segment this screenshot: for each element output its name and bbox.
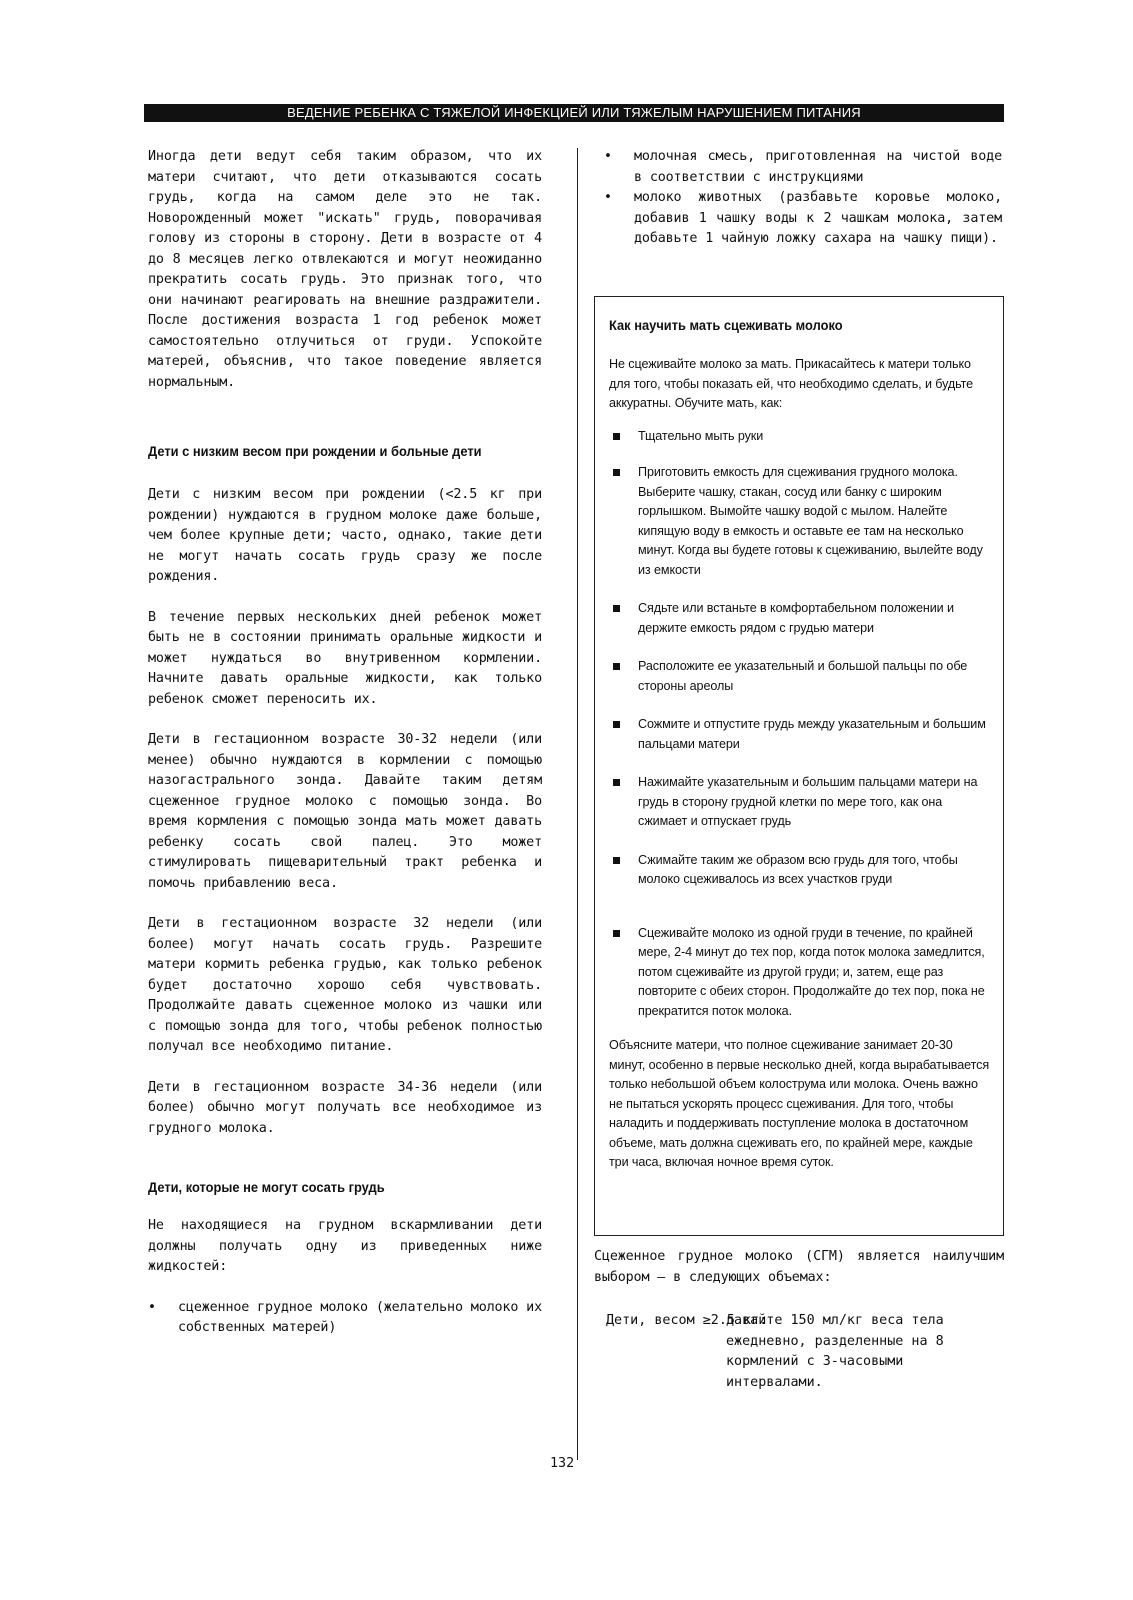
paragraph-refusal: Иногда дети ведут себя таким образом, что их матери считают, что дети отказываются сосать грудь, когда на самом деле это не так. Новорожденный может "искать" грудь, поворачивая голову из стороны в сторону. Дети в возрасте от 4 до 8 месяцев легко отвлекаются и могут неожиданно прекратить сосать грудь. Это признак того, что они начинают реагировать на внешние раздражители. После достижения возраста 1 год ребенок может самостоятельно отлучиться от груди. Успокойте матерей, объяснив, что такое поведение является нормальным. [148,149,542,390]
box-title: Как научить мать сцеживать молоко [609,317,843,333]
paragraph-32-weeks: Дети в гестационном возрасте 32 недели (или более) могут начать сосать грудь. Разрешите матери кормить ребенка грудью, как только ребенок будет достаточно хорошо себя чувствовать. Продолжайте давать сцеженное молоко из чашки или с помощью зонда для того, чтобы ребенок полностью получал все необходимо питание. [148,916,542,1054]
column-divider [577,148,578,1460]
weight-label: Дети, весом ≥2.5 кг: [606,1313,768,1328]
expression-instructions-box [594,296,1004,1236]
list-item [604,147,1002,188]
left-column [148,147,542,1339]
fluids-list-continued [604,147,1002,250]
box-step-text: Сядьте или встаньте в комфортабельном положении и держите емкость рядом с грудью матери [638,601,954,635]
right-column [604,147,1002,250]
fluids-list [148,1298,542,1339]
box-step [609,427,991,447]
box-step [609,715,991,754]
paragraph-first-days: В течение первых нескольких дней ребенок может быть не в состоянии принимать оральные жидкости и может нуждаться во внутривенном кормлении. Начните давать оральные жидкости, как только ребенок сможет переносить их. [148,609,542,707]
heading-cannot-suckle: Дети, которые не могут сосать грудь [148,1179,385,1195]
list-item-text: молочная смесь, приготовленная на чистой воде в соответствии с инструкциями [634,149,1002,185]
list-item-text: сцеженное грудное молоко (желательно молоко их собственных матерей) [178,1299,542,1335]
square-bullet-icon [613,433,620,440]
right-column-bottom [594,1247,1004,1288]
box-step-text: Тщательно мыть руки [638,428,764,443]
weight-volume-row [606,1311,1006,1393]
list-item-text: молоко животных (разбавьте коровье молоко, добавив 1 чашку воды к 2 чашкам молока, затем добавьте 1 чайную ложку сахара на чашку пищи). [634,190,1002,246]
square-bullet-icon [613,779,620,786]
list-item [148,1298,542,1339]
box-step-text: Нажимайте указательным и большим пальцами матери на грудь в сторону грудной клетки по мере того, как она сжимает и отпускает грудь [638,775,978,828]
paragraph-30-32-weeks: Дети в гестационном возрасте 30-32 недели (или менее) обычно нуждаются в кормлении с помощью назогастрального зонда. Давайте таким детям сцеженное грудное молоко с помощью зонда. Во время кормления с помощью зонда мать может давать ребенку сосать свой палец. Это может стимулировать пищеварительный тракт ребенка и помочь прибавлению веса. [148,732,542,891]
list-item [604,188,1002,250]
box-step [609,599,991,638]
paragraph-fluids-intro: Не находящиеся на грудном вскармливании дети должны получать одну из приведенных ниже жидкостей: [148,1218,542,1274]
page-number: 132 [550,1456,575,1471]
box-step-text: Сцеживайте молоко из одной груди в течение, по крайней мере, 2-4 минут до тех пор, когда поток молока замедлится, потом сцеживайте из другой груди; и, затем, еще раз повторите с обеих сторон. Продолжайте до тех пор, пока не прекратится поток молока. [638,925,985,1018]
box-step [609,924,991,1022]
box-steps-list [609,427,991,1022]
heading-low-birth-weight: Дети с низким весом при рождении и больные дети [148,443,482,459]
paragraph-sgm: Сцеженное грудное молоко (СГМ) является наилучшим выбором – в следующих объемах: [594,1249,1004,1285]
box-step [609,463,991,580]
square-bullet-icon [613,663,620,670]
box-intro: Не сцеживайте молоко за мать. Прикасайтесь к матери только для того, чтобы показать ей, что необходимо сделать, и будьте аккуратны. Обучите мать, как: [609,357,974,410]
box-step [609,773,991,832]
section-header-banner: ВЕДЕНИЕ РЕБЕНКА С ТЯЖЕЛОЙ ИНФЕКЦИЕЙ ИЛИ ТЯЖЕЛЫМ НАРУШЕНИЕМ ПИТАНИЯ [144,104,1004,122]
box-step-text: Сожмите и отпустите грудь между указательным и большим пальцами матери [638,717,986,751]
bullet-icon: • [148,1299,156,1315]
box-step-text: Расположите ее указательный и большой пальцы по обе стороны ареолы [638,659,968,693]
square-bullet-icon [613,721,620,728]
paragraph-low-weight: Дети с низким весом при рождении (<2.5 кг при рождении) нуждаются в грудном молоке даже больше, чем более крупные дети; часто, однако, такие дети не могут начать сосать грудь сразу же после рождения. [148,487,542,584]
box-step-text: Сжимайте таким же образом всю грудь для того, чтобы молоко сцеживалось из всех участков груди [638,852,958,886]
bullet-icon: • [604,149,612,164]
square-bullet-icon [613,469,620,476]
box-outro: Объясните матери, что полное сцеживание занимает 20-30 минут, особенно в первые несколько дней, когда вырабатывается только небольшой объем колострума или молока. Очень важно не пытаться ускорять процесс сцеживания. Для того, чтобы наладить и поддерживать поступление молока в достаточном объеме, мать должна сцеживать его, по крайней мере, каждые три часа, включая ночное время суток. [609,1038,990,1169]
box-step-text: Приготовить емкость для сцеживания грудного молока. Выберите чашку, стакан, сосуд или банку с широким горлышком. Вымойте чашку водой с мылом. Налейте кипящую воду в емкость и оставьте ее там на несколько минут. Когда вы будете готовы к сцеживанию, вылейте воду из емкости [638,465,983,577]
square-bullet-icon [613,930,620,937]
box-step [609,657,991,696]
square-bullet-icon [613,857,620,864]
bullet-icon: • [604,190,612,205]
square-bullet-icon [613,605,620,612]
weight-text: давайте 150 мл/кг веса тела ежедневно, разделенные на 8 кормлений с 3-часовыми интервалами. [726,1313,944,1390]
paragraph-34-36-weeks: Дети в гестационном возрасте 34-36 недели (или более) обычно могут получать все необходимое из грудного молока. [148,1079,542,1136]
box-step [609,851,991,890]
